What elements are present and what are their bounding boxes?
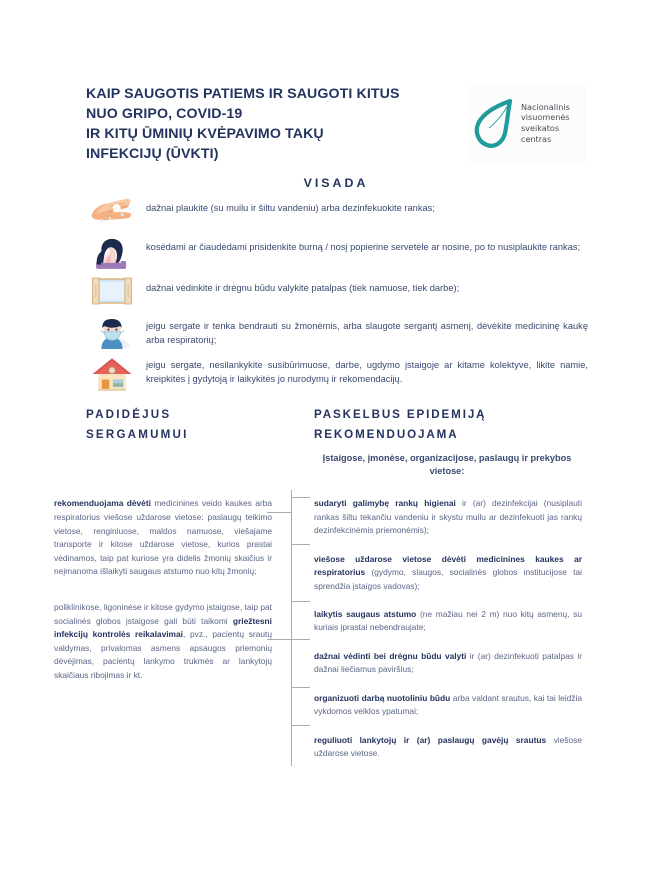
right-item-1-rest: ir (ar) dezinfekcijai (nusiplauti rankas šiltu tekančiu vandeniu ir skystu muilu ar dezinfekuoti jas rankų dezinfekcinėmis priemonėmis); xyxy=(314,498,582,536)
right-item-3-bold: laikytis saugaus atstumo xyxy=(314,609,417,620)
title-line-1: KAIP SAUGOTIS PATIEMS IR SAUGOTI KITUS xyxy=(86,86,400,102)
title-line-4: INFEKCIJŲ (ŪVKTI) xyxy=(86,146,219,163)
left-paragraph-1-bold: rekomenduojama dėvėti xyxy=(54,498,151,509)
right-item-6-bold: reguliuoti lankytojų ir (ar) paslaugų gavėjų srautus xyxy=(314,734,547,745)
left-paragraph-2-bold: griežtesni infekcijų kontrolės reikalavimai xyxy=(54,615,272,640)
open-window-icon xyxy=(86,276,138,310)
list-item xyxy=(86,316,588,350)
right-item-5-bold: organizuoti darbą nuotoliniu būdu xyxy=(314,692,451,703)
left-paragraph-2-pre: poliklinikose, ligoninėse ir kitose gydymo įstaigose, taip pat socialinės globos įstaigose gali būti taikomi xyxy=(54,602,272,626)
left-heading-line-2: SERGAMUMUI xyxy=(86,427,189,441)
always-section-heading: VISADA xyxy=(303,176,369,190)
house-icon xyxy=(86,356,138,390)
left-paragraph-2-post: , pvz., pacientų srautų valdymas, privalomas asmens apsaugos priemonių dėvėjimas, pacientų lankymo trukmės ar lankytojų skaičiaus ribojimas ir kt. xyxy=(54,629,272,681)
right-item-1 xyxy=(314,497,582,537)
logo-line-1: Nacionalinis xyxy=(521,101,570,112)
right-heading-line-1: PASKELBUS EPIDEMIJĄ xyxy=(314,408,487,421)
coughing-person-icon xyxy=(86,236,138,270)
tick-right-6 xyxy=(292,725,310,726)
right-item-5 xyxy=(314,692,582,719)
right-item-4 xyxy=(314,650,582,677)
right-item-3 xyxy=(314,608,582,635)
left-paragraph-1 xyxy=(54,497,272,579)
right-item-2 xyxy=(314,553,582,593)
washing-hands-icon xyxy=(86,196,138,230)
logo-line-3: sveikatos xyxy=(521,123,560,133)
always-list xyxy=(86,196,588,396)
tick-right-1 xyxy=(292,497,310,498)
page-title xyxy=(86,84,400,165)
always-item-text: jeigu sergate ir tenka bendrauti su žmonėmis, arba slaugote sergantį asmenį, dėvėkite medicininę kaukę arba respiratorių; xyxy=(146,321,588,346)
right-item-6 xyxy=(314,734,582,761)
left-paragraph-1-rest: medicinines veido kaukes arba respiratorius viešose uždarose vietose: paslaugų teikimo vietose, renginiuose, maldos namuose, viešajame transporte ir kitose uždarose vietose, kurios prastai vėdinamos, taip pat kuriose yra didelis žmonių skaičius ir neįmanoma išlaikyti saugaus atstumo nuo kitų žmonių; xyxy=(54,498,272,577)
left-heading-line-1: PADIDĖJUS xyxy=(86,408,172,421)
right-item-4-bold: dažnai vėdinti bei drėgnu būdu valyti xyxy=(314,650,467,661)
logo-wordmark xyxy=(521,102,570,145)
right-item-2-bold: viešose uždarose vietose dėvėti medicinines kaukes ar respiratorius xyxy=(314,553,582,578)
always-item-text: jeigu sergate, nesilankykite susibūrimuose, darbe, ugdymo įstaigoje ar kitame kolektyve, likite namie, kreipkitės į gydytoją ir laikykitės jo nurodymų ir rekomendacijų. xyxy=(146,360,588,385)
right-item-3-rest: (ne mažiau nei 2 m) nuo kitų asmenų, su kuriais įprastai nebendraujate; xyxy=(314,609,582,633)
logo-line-4: centras xyxy=(521,133,552,144)
logo-line-2: visuomenės xyxy=(521,112,570,123)
tick-right-3 xyxy=(292,601,310,602)
title-line-2: NUO GRIPO, COVID-19 xyxy=(86,106,243,123)
header xyxy=(86,84,586,165)
always-item-text: dažnai plaukite (su muilu ir šiltu vandeniu) arba dezinfekuokite rankas; xyxy=(146,203,435,213)
tick-right-2 xyxy=(292,544,310,545)
nvsc-leaf-logo-icon xyxy=(472,97,516,149)
right-column-heading xyxy=(314,405,594,444)
list-item xyxy=(86,276,588,310)
title-line-3: IR KITŲ ŪMINIŲ KVĖPAVIMO TAKŲ xyxy=(86,126,324,143)
always-item-text: kosėdami ar čiaudėdami prisidenkite burną / nosį popierine servetėle ar nosine, po to nusiplaukite rankas; xyxy=(146,242,581,252)
right-item-1-bold: sudaryti galimybę rankų higienai xyxy=(314,498,456,509)
left-paragraph-2 xyxy=(54,601,272,683)
tick-right-4 xyxy=(292,639,310,640)
right-item-5-rest: arba valdant srautus, kai tai leidžia vykdomos veiklos ypatumai; xyxy=(314,692,582,717)
left-column-body xyxy=(54,489,272,705)
tick-right-5 xyxy=(292,687,310,688)
right-column-subheading: Įstaigose, įmonėse, organizacijose, paslaugų ir prekybos vietose: xyxy=(322,453,572,477)
list-item xyxy=(86,236,588,270)
left-column-heading xyxy=(86,405,286,444)
right-item-2-rest: (gydymo, slaugos, socialinės globos institucijose tai sprendžia įstaigos vadovas); xyxy=(314,567,582,591)
right-item-4-rest: ir (ar) dezinfekuoti patalpas ir dažnai liečiamus paviršius; xyxy=(314,650,582,675)
masked-person-icon xyxy=(86,316,138,350)
right-heading-line-2: REKOMENDUOJAMA xyxy=(314,427,459,441)
list-item xyxy=(86,196,588,230)
right-column-body xyxy=(314,489,582,776)
always-item-text: dažnai vėdinkite ir drėgnu būdu valykite patalpas (tiek namuose, tiek darbe); xyxy=(146,283,460,293)
list-item xyxy=(86,356,588,390)
right-item-6-rest: viešose uždarose vietose. xyxy=(314,734,582,759)
organization-logo xyxy=(468,84,586,162)
